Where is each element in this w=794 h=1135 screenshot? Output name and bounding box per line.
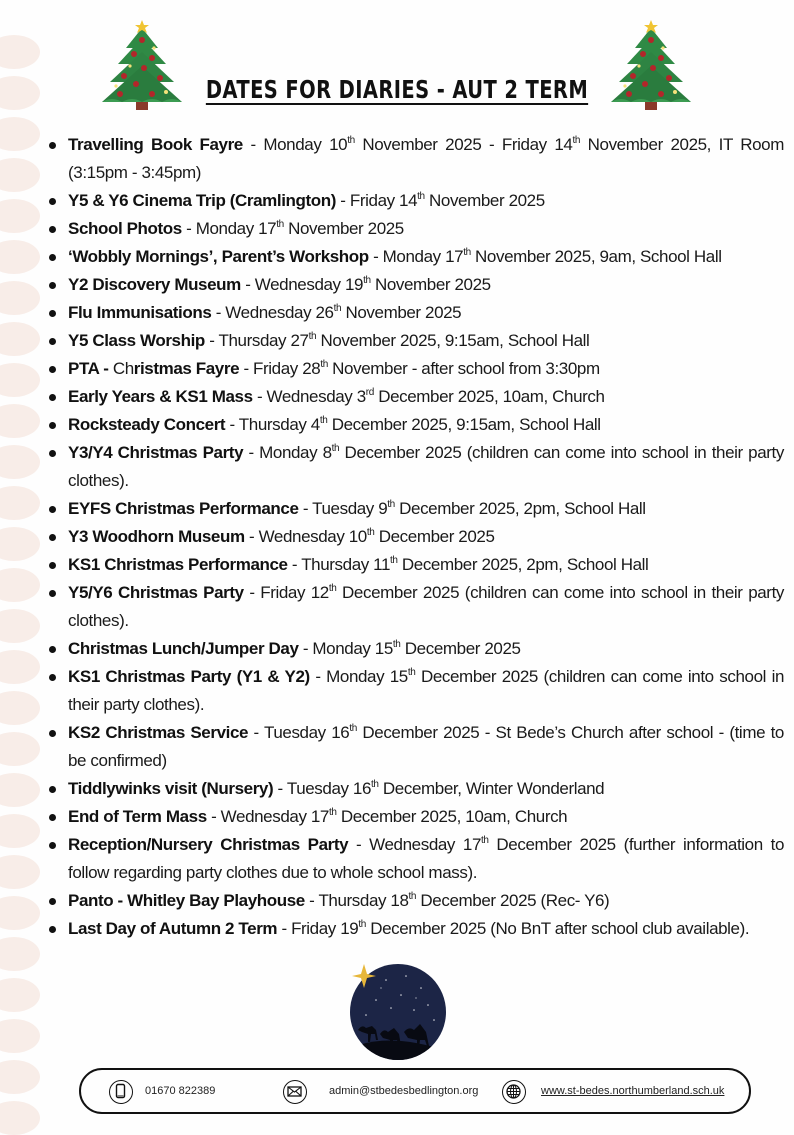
bullet-icon bbox=[49, 590, 56, 597]
ordinal-suffix: th bbox=[463, 247, 471, 258]
event-detail: - Friday 19 bbox=[277, 919, 359, 938]
ordinal-suffix: th bbox=[392, 639, 401, 650]
event-item bbox=[46, 579, 784, 635]
phone-icon bbox=[109, 1080, 133, 1104]
ordinal-suffix: th bbox=[390, 555, 398, 566]
event-detail: November 2025, 9am, School Hall bbox=[470, 247, 722, 266]
event-detail: December 2025 (No BnT after school club available). bbox=[365, 919, 750, 938]
event-detail: December 2025 - St Bede’s Church after school - (time to be confirmed) bbox=[68, 723, 784, 770]
bullet-icon bbox=[49, 814, 56, 821]
event-name: School Photos bbox=[68, 219, 182, 238]
event-detail: December 2025, 9:15am, School Hall bbox=[327, 415, 601, 434]
event-item bbox=[46, 411, 784, 439]
ordinal-suffix: th bbox=[331, 443, 340, 454]
ordinal-suffix: th bbox=[481, 835, 489, 846]
event-detail: - Wednesday 3 bbox=[252, 387, 366, 406]
event-detail: - Tuesday 9 bbox=[298, 499, 388, 518]
event-detail: - Thursday 4 bbox=[225, 415, 320, 434]
event-detail: - Monday 15 bbox=[309, 667, 408, 686]
bullet-icon bbox=[49, 534, 56, 541]
ordinal-suffix: th bbox=[328, 583, 337, 594]
phone-number: 01670 822389 bbox=[145, 1085, 216, 1097]
ordinal-suffix: th bbox=[320, 359, 328, 370]
bullet-icon bbox=[49, 394, 56, 401]
event-item bbox=[46, 803, 784, 831]
event-item bbox=[46, 439, 784, 495]
ring-hole bbox=[0, 363, 40, 397]
event-item bbox=[46, 243, 784, 271]
notebook-rings-decoration bbox=[0, 0, 40, 1123]
bullet-icon bbox=[49, 842, 56, 849]
ring-hole bbox=[0, 732, 40, 766]
ring-hole bbox=[0, 76, 40, 110]
ordinal-suffix: rd bbox=[365, 387, 374, 398]
ring-hole bbox=[0, 35, 40, 69]
ordinal-suffix: th bbox=[417, 191, 425, 202]
bullet-icon bbox=[49, 674, 56, 681]
event-detail: December 2025 bbox=[374, 527, 495, 546]
ring-hole bbox=[0, 568, 40, 602]
event-detail: - Friday 12 bbox=[243, 583, 329, 602]
bullet-icon bbox=[49, 786, 56, 793]
event-name: Y3/Y4 Christmas Party bbox=[68, 443, 244, 462]
event-item bbox=[46, 915, 784, 943]
bullet-icon bbox=[49, 646, 56, 653]
event-name: Y5/Y6 Christmas Party bbox=[68, 583, 244, 602]
ordinal-suffix: th bbox=[333, 303, 342, 314]
event-name: Flu Immunisations bbox=[68, 303, 212, 322]
ordinal-suffix: th bbox=[276, 219, 284, 230]
event-item bbox=[46, 131, 784, 187]
ring-hole bbox=[0, 1019, 40, 1053]
event-item bbox=[46, 635, 784, 663]
ordinal-suffix: th bbox=[572, 135, 581, 146]
event-item bbox=[46, 719, 784, 775]
envelope-icon bbox=[283, 1080, 307, 1104]
ordinal-suffix: th bbox=[407, 667, 416, 678]
event-detail: - Tuesday 16 bbox=[273, 779, 372, 798]
event-detail: November 2025 - Friday 14 bbox=[354, 135, 573, 154]
ring-hole bbox=[0, 814, 40, 848]
event-name: Panto - Whitley Bay Playhouse bbox=[68, 891, 305, 910]
event-detail: - Wednesday 17 bbox=[206, 807, 329, 826]
event-detail: December 2025, 2pm, School Hall bbox=[397, 555, 649, 574]
ordinal-suffix: th bbox=[349, 723, 357, 734]
event-item bbox=[46, 775, 784, 803]
bullet-icon bbox=[49, 142, 56, 149]
ring-hole bbox=[0, 855, 40, 889]
event-detail: - Friday 14 bbox=[335, 191, 418, 210]
event-item bbox=[46, 831, 784, 887]
event-name: KS1 Christmas Party (Y1 & Y2) bbox=[68, 667, 310, 686]
ring-hole bbox=[0, 937, 40, 971]
event-detail: November 2025 bbox=[424, 191, 545, 210]
bullet-icon bbox=[49, 254, 56, 261]
event-item bbox=[46, 271, 784, 299]
event-name: End of Term Mass bbox=[68, 807, 207, 826]
event-detail: December, Winter Wonderland bbox=[378, 779, 605, 798]
event-name: EYFS Christmas Performance bbox=[68, 499, 299, 518]
ring-hole bbox=[0, 322, 40, 356]
ordinal-suffix: th bbox=[308, 331, 317, 342]
event-detail: November 2025, 9:15am, School Hall bbox=[316, 331, 590, 350]
bullet-icon bbox=[49, 898, 56, 905]
event-item bbox=[46, 523, 784, 551]
event-name: ristmas Fayre bbox=[133, 359, 240, 378]
ordinal-suffix: th bbox=[366, 527, 375, 538]
ring-hole bbox=[0, 978, 40, 1012]
event-detail: December 2025 bbox=[400, 639, 521, 658]
event-name: Early Years & KS1 Mass bbox=[68, 387, 253, 406]
bullet-icon bbox=[49, 310, 56, 317]
ring-hole bbox=[0, 896, 40, 930]
event-detail: November 2025 bbox=[370, 275, 491, 294]
events-list bbox=[46, 131, 784, 943]
ordinal-suffix: th bbox=[363, 275, 371, 286]
event-detail: Ch bbox=[112, 359, 134, 378]
website-link[interactable]: www.st-bedes.northumberland.sch.uk bbox=[541, 1085, 725, 1097]
event-detail: - Monday 17 bbox=[368, 247, 464, 266]
event-detail: November - after school from 3:30pm bbox=[327, 359, 600, 378]
event-item bbox=[46, 187, 784, 215]
bullet-icon bbox=[49, 730, 56, 737]
event-detail: December 2025 (further information to follow regarding party clothes due to whole school mass). bbox=[68, 835, 784, 882]
ring-hole bbox=[0, 650, 40, 684]
ring-hole bbox=[0, 404, 40, 438]
event-item bbox=[46, 215, 784, 243]
event-name: Tiddlywinks visit (Nursery) bbox=[68, 779, 274, 798]
ordinal-suffix: th bbox=[387, 499, 395, 510]
event-detail: - Monday 15 bbox=[298, 639, 393, 658]
ring-hole bbox=[0, 240, 40, 274]
event-detail: November 2025 bbox=[341, 303, 462, 322]
event-detail: - Monday 8 bbox=[243, 443, 332, 462]
event-detail: November 2025, IT Room (3:15pm - 3:45pm) bbox=[68, 135, 784, 182]
ordinal-suffix: th bbox=[371, 779, 379, 790]
ring-hole bbox=[0, 1060, 40, 1094]
ordinal-suffix: th bbox=[328, 807, 337, 818]
bullet-icon bbox=[49, 450, 56, 457]
event-item bbox=[46, 327, 784, 355]
event-name: KS2 Christmas Service bbox=[68, 723, 249, 742]
ring-hole bbox=[0, 117, 40, 151]
event-detail: November 2025 bbox=[283, 219, 404, 238]
bullet-icon bbox=[49, 198, 56, 205]
event-name: Y3 Woodhorn Museum bbox=[68, 527, 245, 546]
ring-hole bbox=[0, 199, 40, 233]
event-name: Y2 Discovery Museum bbox=[68, 275, 241, 294]
ordinal-suffix: th bbox=[319, 415, 328, 426]
globe-icon bbox=[502, 1080, 526, 1104]
event-detail: - Friday 28 bbox=[239, 359, 321, 378]
event-item bbox=[46, 299, 784, 327]
event-detail: December 2025 (children can come into school in their party clothes). bbox=[68, 583, 784, 630]
email-link[interactable]: admin@stbedesbedlington.org bbox=[329, 1085, 479, 1097]
event-name: Christmas Lunch/Jumper Day bbox=[68, 639, 299, 658]
bullet-icon bbox=[49, 562, 56, 569]
bullet-icon bbox=[49, 282, 56, 289]
ring-hole bbox=[0, 1101, 40, 1135]
event-detail: December 2025 (children can come into school in their party clothes). bbox=[68, 667, 785, 714]
event-detail: December 2025, 10am, Church bbox=[336, 807, 568, 826]
event-name: Last Day of Autumn 2 Term bbox=[68, 919, 278, 938]
bullet-icon bbox=[49, 226, 56, 233]
nativity-wise-men-image bbox=[346, 960, 450, 1064]
event-detail: December 2025, 10am, Church bbox=[373, 387, 605, 406]
event-detail: - Thursday 18 bbox=[304, 891, 409, 910]
event-name: Reception/Nursery Christmas Party bbox=[68, 835, 349, 854]
event-item bbox=[46, 551, 784, 579]
page-title: DATES FOR DIARIES - AUT 2 TERM bbox=[205, 74, 589, 104]
event-item bbox=[46, 355, 784, 383]
event-detail: - Thursday 27 bbox=[204, 331, 309, 350]
bullet-icon bbox=[49, 926, 56, 933]
ring-hole bbox=[0, 486, 40, 520]
event-detail: - Wednesday 10 bbox=[244, 527, 367, 546]
bullet-icon bbox=[49, 338, 56, 345]
event-item bbox=[46, 663, 784, 719]
event-detail: - Wednesday 17 bbox=[348, 835, 482, 854]
ring-hole bbox=[0, 691, 40, 725]
event-detail: - Monday 17 bbox=[181, 219, 277, 238]
event-detail: - Wednesday 26 bbox=[211, 303, 334, 322]
event-detail: - Wednesday 19 bbox=[240, 275, 364, 294]
ring-hole bbox=[0, 158, 40, 192]
ring-hole bbox=[0, 527, 40, 561]
event-name: KS1 Christmas Performance bbox=[68, 555, 288, 574]
ordinal-suffix: th bbox=[347, 135, 355, 146]
bullet-icon bbox=[49, 506, 56, 513]
ring-hole bbox=[0, 609, 40, 643]
event-detail: - Tuesday 16 bbox=[248, 723, 350, 742]
bullet-icon bbox=[49, 422, 56, 429]
event-detail: - Thursday 11 bbox=[287, 555, 391, 574]
contact-footer bbox=[79, 1068, 751, 1114]
event-name: Y5 Class Worship bbox=[68, 331, 205, 350]
event-name: PTA - bbox=[68, 359, 113, 378]
bullet-icon bbox=[49, 366, 56, 373]
event-detail: December 2025 (children can come into school in their party clothes). bbox=[68, 443, 784, 490]
ring-hole bbox=[0, 773, 40, 807]
event-name: ‘Wobbly Mornings’, Parent’s Workshop bbox=[68, 247, 369, 266]
event-item bbox=[46, 495, 784, 523]
event-detail: - Monday 10 bbox=[242, 135, 348, 154]
event-name: Y5 & Y6 Cinema Trip (Cramlington) bbox=[68, 191, 336, 210]
event-item bbox=[46, 383, 784, 411]
event-name: Rocksteady Concert bbox=[68, 415, 226, 434]
event-item bbox=[46, 887, 784, 915]
event-detail: December 2025 (Rec- Y6) bbox=[416, 891, 610, 910]
ring-hole bbox=[0, 281, 40, 315]
ordinal-suffix: th bbox=[408, 891, 417, 902]
ordinal-suffix: th bbox=[358, 919, 366, 930]
ring-hole bbox=[0, 445, 40, 479]
event-detail: December 2025, 2pm, School Hall bbox=[394, 499, 646, 518]
event-name: Travelling Book Fayre bbox=[68, 135, 243, 154]
